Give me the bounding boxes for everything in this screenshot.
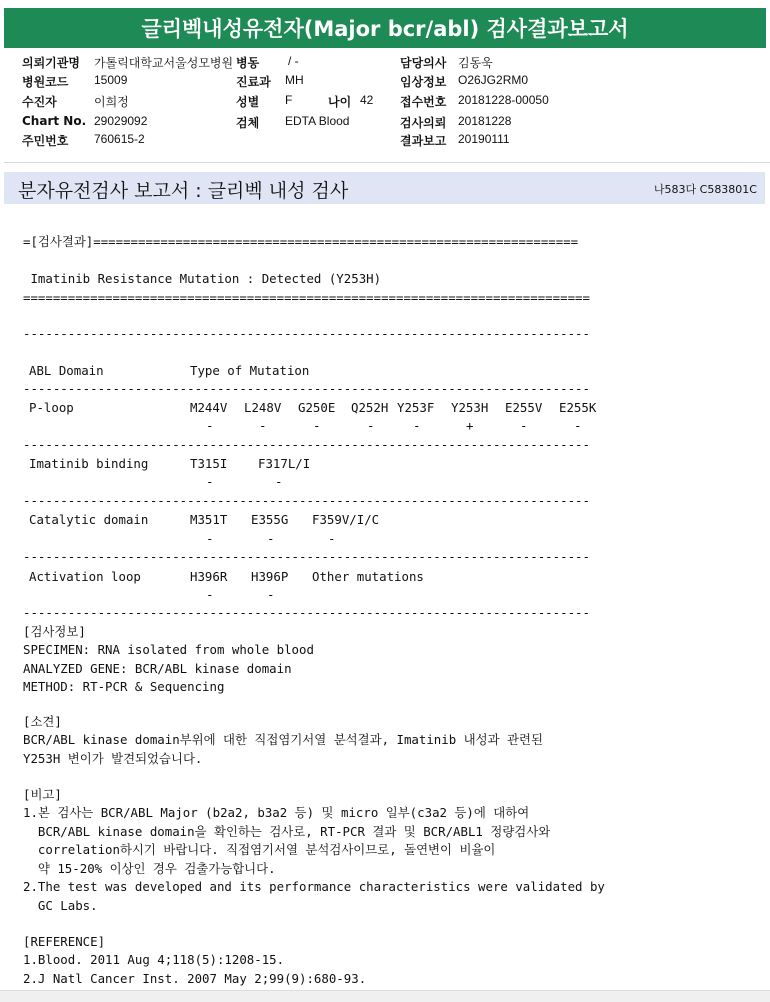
section-title: 분자유전검사 보고서 : 글리벡 내성 검사 — [18, 180, 349, 202]
header-value: 김동욱 — [458, 56, 493, 70]
domain-column-header: ABL Domain — [29, 362, 104, 378]
domain-row-results — [23, 586, 743, 604]
findings-line: Y253H 변이가 발견되었습니다. — [23, 750, 203, 766]
mutation-result: + — [466, 418, 474, 434]
mutation-result: - — [267, 530, 275, 546]
domain-name: P-loop — [29, 399, 74, 415]
mutation-name: L248V — [244, 399, 282, 415]
header-row — [22, 93, 762, 111]
mutation-name: M244V — [190, 399, 228, 415]
header-value: 20190111 — [458, 132, 510, 146]
header-label: Chart No. — [22, 114, 87, 128]
mutation-result: - — [413, 418, 421, 434]
header-value: 42 — [360, 93, 374, 107]
result-header: =[검사결과]================================================================= — [23, 234, 579, 249]
reference-heading: [REFERENCE] — [23, 934, 106, 949]
notes-line: GC Labs. — [23, 897, 98, 913]
domain-row-names — [23, 511, 743, 529]
mutation-result: - — [367, 418, 375, 434]
mutation-name: E255K — [559, 399, 597, 415]
rule: ---------------------------------------------------------------------------- — [23, 549, 590, 565]
domain-name: Activation loop — [29, 568, 141, 584]
notes-line: 2.The test was developed and its performance characteristics were validated by — [23, 879, 605, 895]
domain-row-results — [23, 473, 743, 491]
domain-row-results — [23, 417, 743, 435]
header-label: 검사의뢰 — [400, 116, 447, 130]
rule: ---------------------------------------------------------------------------- — [23, 492, 590, 508]
header-value: 20181228 — [458, 114, 512, 128]
header-value: 29029092 — [94, 114, 148, 128]
header-value: F — [285, 93, 293, 107]
domain-row-results — [23, 530, 743, 548]
section-bar — [4, 172, 765, 204]
header-row — [22, 132, 762, 150]
header-label: 수진자 — [22, 95, 57, 109]
header-value: O26JG2RM0 — [458, 73, 529, 87]
notes-heading: [비고] — [23, 786, 62, 802]
mutation-name: T315I — [190, 455, 228, 471]
horizontal-scrollbar[interactable] — [0, 990, 770, 1002]
header-label: 접수번호 — [400, 95, 447, 109]
domain-name: Catalytic domain — [29, 512, 149, 528]
mutation-name: F359V/I/C — [312, 512, 380, 528]
info-line: METHOD: RT-PCR & Sequencing — [23, 679, 225, 695]
header-value: EDTA Blood — [285, 114, 350, 128]
header-label: 성별 — [236, 95, 260, 109]
rule: ---------------------------------------------------------------------------- — [23, 381, 590, 397]
mutation-result: - — [206, 418, 214, 434]
notes-line: BCR/ABL kinase domain을 확인하는 검사로, RT-PCR 결과 및 BCR/ABL1 정량검사와 — [23, 823, 551, 839]
mutation-name: F317L/I — [258, 455, 311, 471]
header-value: MH — [285, 73, 304, 87]
report-title: 글리벡내성유전자(Major bcr/abl) 검사결과보고서 — [4, 8, 766, 48]
mutation-result: - — [259, 418, 267, 434]
header-row — [22, 54, 762, 72]
header-value: 760615-2 — [94, 132, 145, 146]
double-rule: ============================================================================ — [23, 289, 590, 305]
mutation-name: E355G — [251, 512, 289, 528]
report-code: 나583다 C583801C — [653, 183, 757, 196]
header-value: 20181228-00050 — [458, 93, 549, 107]
mutation-name: Y253F — [397, 399, 435, 415]
header-label: 나이 — [328, 95, 352, 109]
mutation-name: Other mutations — [312, 568, 424, 584]
info-heading: [검사정보] — [23, 623, 86, 639]
mutation-column-header: Type of Mutation — [190, 362, 310, 378]
mutation-result: - — [206, 474, 214, 490]
header-value: / - — [288, 54, 299, 68]
mutation-name: Q252H — [351, 399, 389, 415]
result-summary: Imatinib Resistance Mutation : Detected (Y253H) — [23, 271, 382, 287]
mutation-result: - — [206, 587, 214, 602]
mutation-result: - — [328, 530, 336, 546]
mutation-result: - — [275, 474, 283, 490]
info-line: SPECIMEN: RNA isolated from whole blood — [23, 642, 314, 658]
rule: ---------------------------------------------------------------------------- — [23, 605, 590, 621]
header-label: 검체 — [236, 116, 260, 130]
header-label: 임상정보 — [400, 75, 447, 89]
domain-name: Imatinib binding — [29, 455, 149, 471]
header-label: 담당의사 — [400, 56, 447, 70]
mutation-name: E255V — [505, 399, 543, 415]
report-body — [23, 228, 743, 988]
domain-row-names — [23, 568, 743, 586]
header-value: 15009 — [94, 73, 128, 87]
reference-line: 2.J Natl Cancer Inst. 2007 May 2;99(9):680-93. — [23, 970, 367, 986]
findings-heading: [소견] — [23, 713, 62, 729]
header-row — [22, 73, 762, 91]
notes-line: 약 15-20% 이상인 경우 검출가능합니다. — [23, 860, 276, 876]
mutation-name: H396R — [190, 568, 228, 584]
mutation-name: H396P — [251, 568, 289, 584]
header-label: 병원코드 — [22, 75, 69, 89]
header-label: 병동 — [236, 56, 260, 70]
header-label: 결과보고 — [400, 134, 447, 148]
header-label: 진료과 — [236, 75, 271, 89]
mutation-result: - — [206, 530, 214, 546]
header-divider — [4, 162, 770, 163]
findings-line: BCR/ABL kinase domain부위에 대한 직접염기서열 분석결과, Imatinib 내성과 관련된 — [23, 732, 543, 748]
header-label: 의뢰기관명 — [22, 56, 80, 70]
notes-line: 1.본 검사는 BCR/ABL Major (b2a2, b3a2 등) 및 micro 일부(c3a2 등)에 대하여 — [23, 805, 530, 821]
domain-row-names — [23, 455, 743, 473]
mutation-result: - — [574, 418, 582, 434]
header-value: 이희정 — [94, 95, 129, 109]
rule: ---------------------------------------------------------------------------- — [23, 436, 590, 452]
mutation-name: G250E — [298, 399, 336, 415]
table-header — [23, 362, 743, 380]
mutation-result: - — [520, 418, 528, 434]
domain-row-names — [23, 399, 743, 417]
notes-line: correlation하시기 바랍니다. 직접염기서열 분석검사이므로, 돌연변이 비율이 — [23, 842, 496, 858]
mutation-name: M351T — [190, 512, 228, 528]
mutation-result: - — [267, 587, 275, 602]
mutation-name: Y253H — [451, 399, 489, 415]
header-value: 가톨릭대학교서울성모병원 — [94, 56, 234, 70]
header-row — [22, 114, 762, 132]
rule: ---------------------------------------------------------------------------- — [23, 326, 590, 342]
mutation-result: - — [313, 418, 321, 434]
reference-line: 1.Blood. 2011 Aug 4;118(5):1208-15. — [23, 952, 285, 968]
header-label: 주민번호 — [22, 134, 69, 148]
info-line: ANALYZED GENE: BCR/ABL kinase domain — [23, 660, 292, 676]
